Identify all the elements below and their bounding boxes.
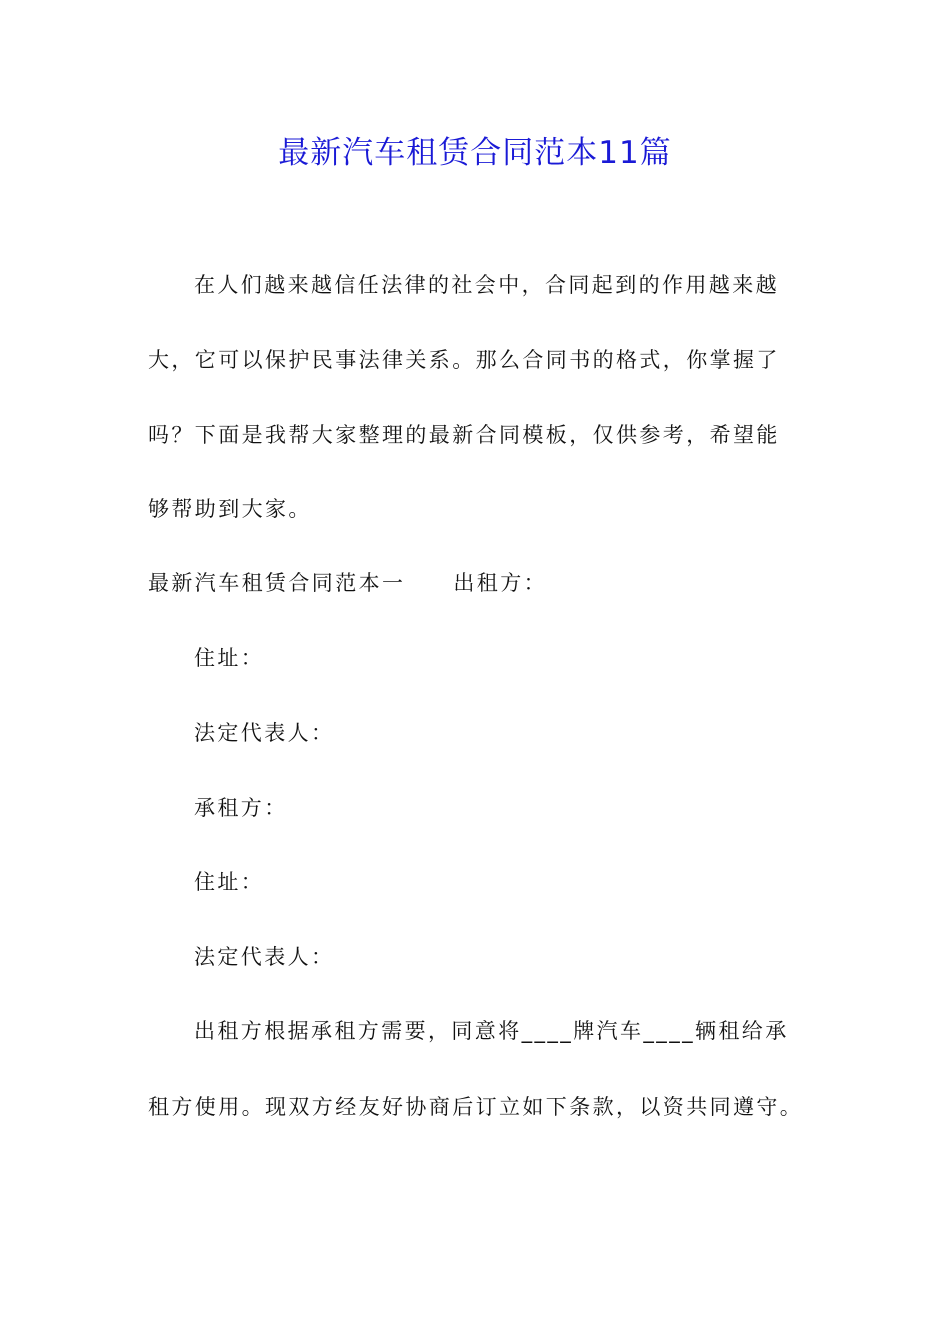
section-heading: 最新汽车租赁合同范本一	[148, 571, 406, 595]
lessor-label: 出租方：	[453, 571, 548, 595]
intro-paragraph-line: 吗？下面是我帮大家整理的最新合同模板，仅供参考，希望能	[148, 423, 780, 447]
intro-paragraph-line: 够帮助到大家。	[148, 497, 312, 521]
lessee-label: 承租方：	[194, 796, 288, 820]
section-heading-row	[148, 568, 828, 598]
intro-paragraph-line: 在人们越来越信任法律的社会中，合同起到的作用越来越	[194, 273, 779, 297]
lessor-representative: 法定代表人：	[194, 721, 335, 745]
lessee-address: 住址：	[194, 870, 265, 894]
clause-paragraph-line: 租方使用。现双方经友好协商后订立如下条款，以资共同遵守。	[148, 1095, 804, 1119]
lessor-address: 住址：	[194, 646, 265, 670]
lessee-representative: 法定代表人：	[194, 945, 335, 969]
clause-paragraph-line: 出租方根据承租方需要，同意将____牌汽车____辆租给承	[194, 1019, 789, 1043]
document-title: 最新汽车租赁合同范本11篇	[278, 135, 672, 171]
intro-paragraph-line: 大，它可以保护民事法律关系。那么合同书的格式，你掌握了	[148, 348, 780, 372]
